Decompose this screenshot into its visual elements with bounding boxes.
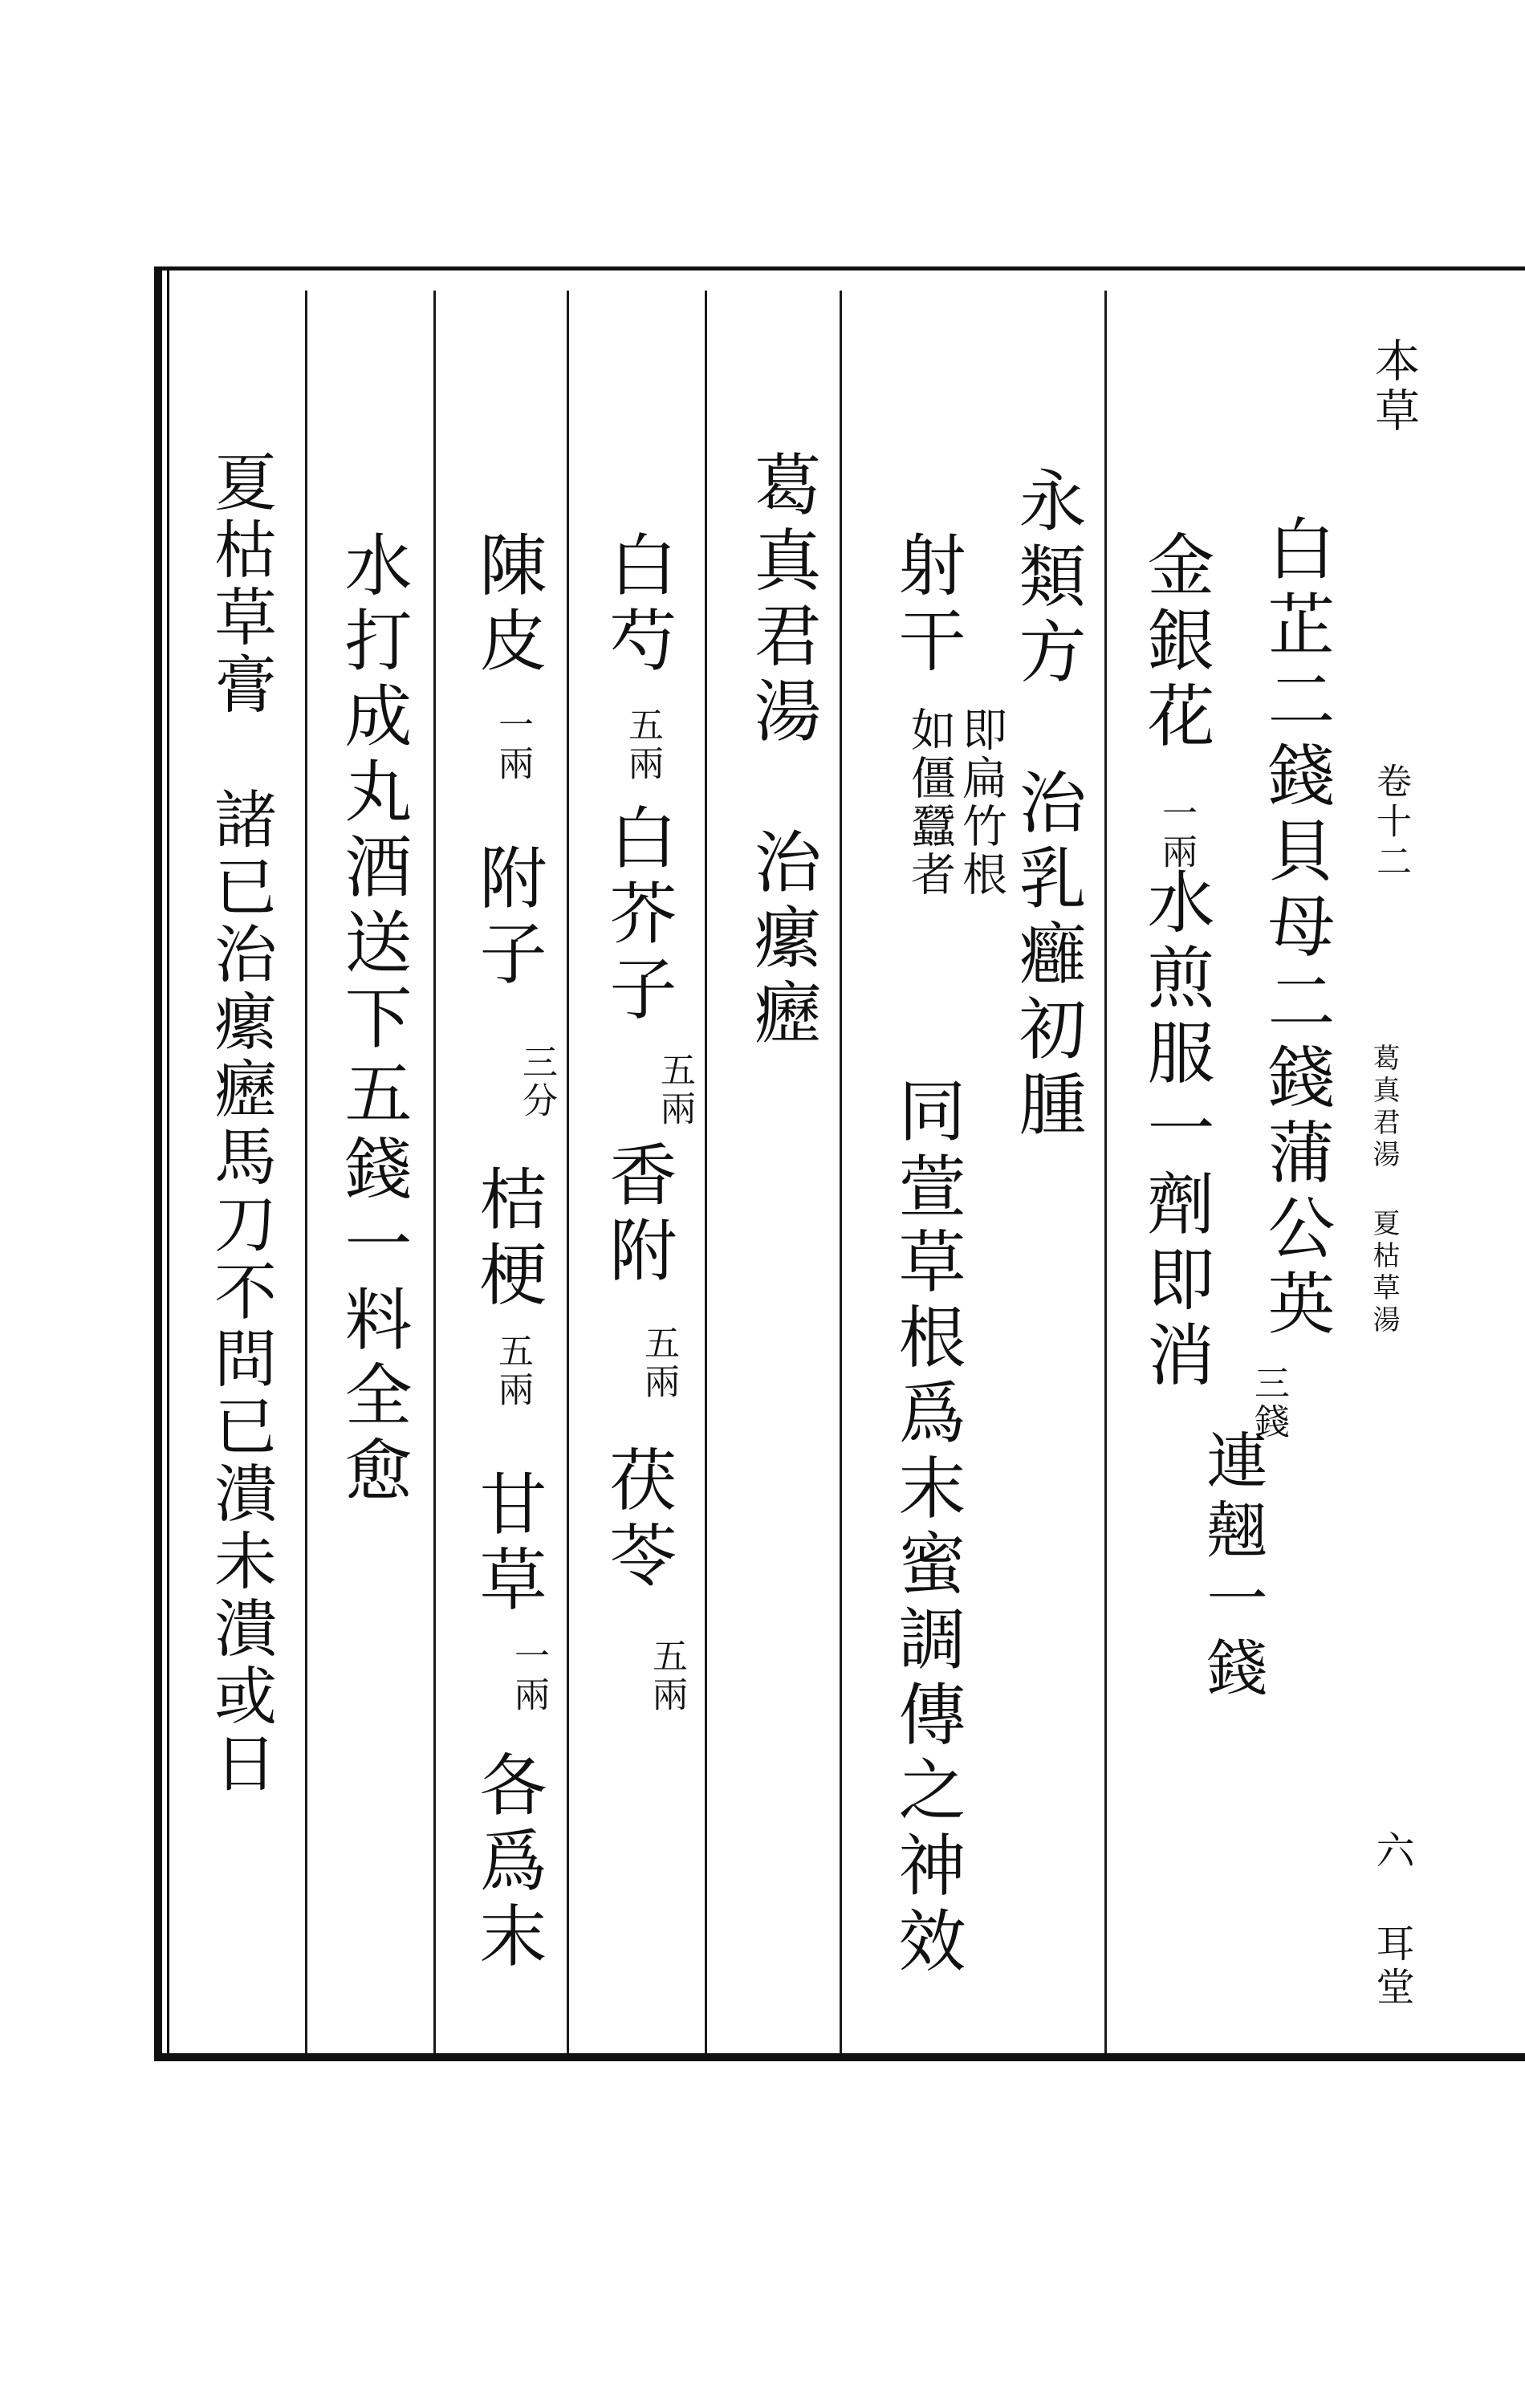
column-divider: [305, 291, 307, 2053]
text-column-6c: [594, 1140, 682, 1291]
column-divider: [840, 291, 842, 2053]
margin-section-heads: 葛真君湯 夏枯草湯: [1368, 1043, 1400, 1337]
column-note: 兩: [646, 1676, 687, 1714]
text-column-3: [1003, 466, 1092, 1145]
column-note: 兩: [622, 745, 663, 783]
margin-mid-label: 卷十二: [1370, 763, 1411, 883]
column-note: 兩: [654, 1090, 695, 1129]
column-text: 桔梗: [469, 1164, 547, 1315]
text-column-6-note3: [626, 1324, 690, 1401]
text-column-6: [594, 530, 682, 681]
column-note: 一: [492, 706, 533, 745]
margin-bottom-label: 六 耳堂: [1369, 1830, 1414, 2010]
column-divider: [705, 291, 707, 2053]
column-text: 白芍: [599, 530, 677, 681]
column-text: 白芷二錢貝母二錢蒲公英: [1257, 514, 1336, 1344]
column-text: 同萱草根爲末蜜調傳之神效: [888, 1076, 966, 1981]
column-text: 連翹一錢: [1197, 1429, 1268, 1705]
column-note: 兩: [638, 1363, 679, 1401]
column-note: 兩: [492, 745, 533, 783]
column-text: 水打成丸酒送下五錢一料全愈: [334, 530, 413, 1511]
column-text: 茯苓: [599, 1445, 677, 1596]
column-note: 三: [1248, 1365, 1289, 1403]
text-column-9: [196, 449, 284, 1798]
column-note: 五: [638, 1324, 679, 1363]
column-note: 兩: [1156, 833, 1197, 872]
column-note: 兩: [492, 1371, 533, 1409]
column-text: 香附: [599, 1140, 677, 1291]
column-note: 五: [646, 1637, 687, 1676]
column-note: 兩: [508, 1676, 549, 1714]
text-column-7b: [464, 843, 552, 994]
column-text: 甘草: [469, 1469, 547, 1620]
column-note: 一: [508, 1637, 549, 1676]
margin-top-label: 本草: [1368, 337, 1420, 437]
text-column-2: [1132, 530, 1220, 756]
text-column-4: [883, 530, 971, 681]
text-column-6-note2: [642, 1051, 706, 1129]
text-column-8: [329, 530, 417, 1511]
column-divider: [567, 291, 569, 2053]
text-column-2-note: [1140, 795, 1212, 872]
text-column-7-note3: [480, 1332, 544, 1409]
column-note: 錢: [1248, 1403, 1289, 1442]
text-column-4-note: [904, 706, 1007, 899]
text-column-6-note: [610, 706, 674, 783]
text-column-7: [464, 530, 552, 681]
text-column-7e: [464, 1750, 552, 1976]
text-column-6-note4: [634, 1637, 698, 1714]
column-text: 永類方 治乳癰初腫: [1008, 466, 1087, 1145]
column-text: 水煎服一劑即消: [1137, 867, 1215, 1395]
text-column-6d: [594, 1445, 682, 1596]
column-divider: [1104, 291, 1107, 2053]
column-note: 三: [516, 1043, 557, 1082]
text-column-6b: [594, 803, 682, 1029]
column-note: 分: [516, 1082, 557, 1121]
text-column-7-note: [480, 706, 544, 783]
column-note: 即扁竹根: [955, 706, 1007, 899]
column-note: 如僵蠶者: [904, 706, 956, 899]
column-note: 一: [1156, 795, 1197, 833]
text-column-1b: [1188, 1429, 1276, 1705]
column-text: 各爲末: [469, 1750, 547, 1976]
text-column-4b: [883, 1076, 971, 1981]
text-column-7d: [464, 1469, 552, 1620]
text-column-5: [738, 449, 827, 1053]
column-text: 夏枯草膏 諸已治瘰癧馬刀不問已潰未潰或日: [204, 449, 276, 1798]
column-divider: [433, 291, 436, 2053]
text-column-7-note2: [504, 1043, 568, 1121]
column-text: 射干: [888, 530, 966, 681]
column-text: 金銀花: [1137, 530, 1215, 756]
inner-border-rule: [167, 270, 169, 2053]
column-text: 附子: [469, 843, 547, 994]
column-text: 葛真君湯 治瘰癧: [743, 449, 822, 1053]
column-text: 白芥子: [599, 803, 677, 1029]
note-pair: [905, 706, 1005, 899]
column-text: 陳皮: [469, 530, 547, 681]
text-column-2b: [1132, 867, 1220, 1395]
text-column-7c: [464, 1164, 552, 1315]
text-column-1: [1252, 514, 1340, 1344]
column-note: 五: [622, 706, 663, 745]
column-note: 五: [492, 1332, 533, 1371]
text-column-7-note4: [496, 1637, 560, 1714]
column-note: 五: [654, 1051, 695, 1090]
